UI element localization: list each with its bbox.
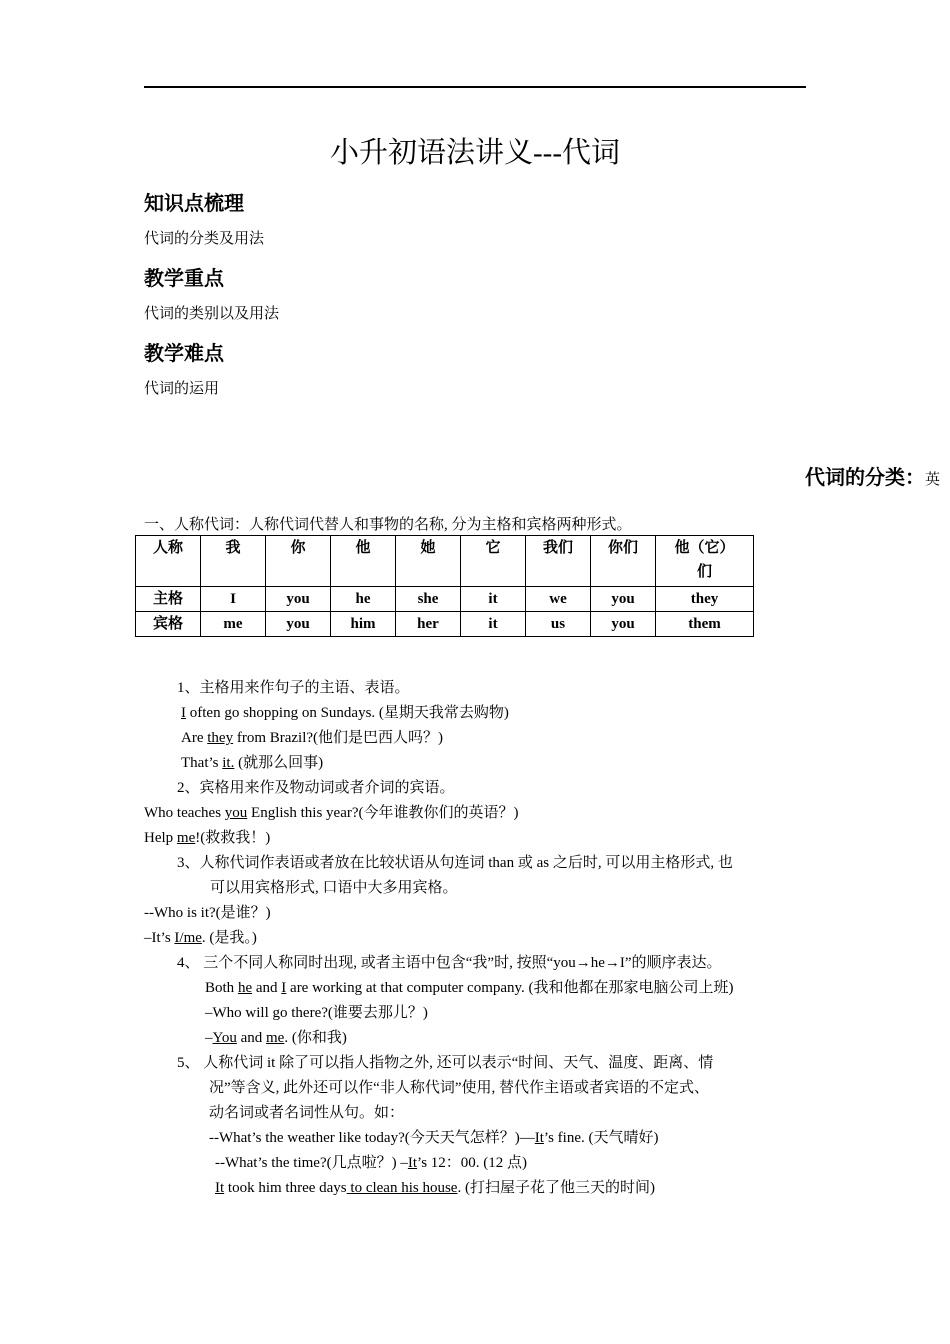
personal-pronoun-intro: 一、人称代词：人称代词代替人和事物的名称, 分为主格和宾格两种形式。: [144, 517, 632, 533]
table-row-accusative: [136, 612, 754, 637]
rule-2: 2、宾格用来作及物动词或者介词的宾语。: [177, 780, 455, 796]
section-body-difficulty: 代词的运用: [144, 381, 220, 397]
table-cell: you: [266, 587, 331, 612]
example-line: –You and me. (你和我): [205, 1030, 347, 1046]
section-heading-difficulty: 教学难点: [144, 341, 224, 365]
table-cell: 我: [201, 536, 266, 587]
table-cell: 它: [461, 536, 526, 587]
example-line: –It’s I/me. (是我。): [144, 930, 257, 946]
example-line: That’s it. (就那么回事): [181, 755, 324, 771]
table-cell: us: [526, 612, 591, 637]
rule-4: 4、 三个不同人称同时出现, 或者主语中包含“我”时, 按照“you→he→I”的顺序表达。: [177, 955, 722, 971]
table-cell: he: [331, 587, 396, 612]
table-cell: she: [396, 587, 461, 612]
table-cell: 人称: [136, 536, 201, 587]
classification-heading: 代词的分类：英: [805, 465, 941, 489]
example-line: --Who is it?(是谁？): [144, 905, 271, 921]
example-line: –Who will go there?(谁要去那儿？): [205, 1005, 428, 1021]
table-row-label: 宾格: [136, 612, 201, 637]
section-body-knowledge: 代词的分类及用法: [144, 231, 265, 247]
rule-5-line-1: 5、 人称代词 it 除了可以指人指物之外, 还可以表示“时间、天气、温度、距离、情: [177, 1055, 714, 1071]
table-cell: 你们: [591, 536, 656, 587]
rule-3-line-1: 3、人称代词作表语或者放在比较状语从句连词 than 或 as 之后时, 可以用主格形式, 也: [177, 855, 733, 871]
example-line: Both he and I are working at that computer company. (我和他都在那家电脑公司上班): [205, 980, 734, 996]
example-line: Help me!(救救我！): [144, 830, 271, 846]
table-cell: you: [591, 612, 656, 637]
table-cell: 他: [331, 536, 396, 587]
table-cell: it: [461, 612, 526, 637]
table-cell: 她: [396, 536, 461, 587]
rule-3-line-2: 可以用宾格形式, 口语中大多用宾格。: [210, 880, 458, 896]
table-cell: her: [396, 612, 461, 637]
table-cell: them: [656, 612, 754, 637]
table-cell: 他（它）们: [656, 536, 754, 587]
example-line: It took him three days to clean his house. (打扫屋子花了他三天的时间): [215, 1180, 655, 1196]
example-line: I often go shopping on Sundays. (星期天我常去购物): [181, 705, 509, 721]
table-cell: we: [526, 587, 591, 612]
table-cell: 你: [266, 536, 331, 587]
table-cell: I: [201, 587, 266, 612]
table-header-row: [136, 536, 754, 587]
pronoun-table: [135, 535, 754, 637]
rule-5-line-2: 况”等含义, 此外还可以作“非人称代词”使用, 替代作主语或者宾语的不定式、: [209, 1080, 709, 1096]
table-row-nominative: [136, 587, 754, 612]
table-cell: me: [201, 612, 266, 637]
page-title: 小升初语法讲义---代词: [330, 137, 620, 169]
example-line: --What’s the weather like today?(今天天气怎样？)—It’s fine. (天气晴好): [209, 1130, 659, 1146]
header-rule: [144, 86, 806, 88]
section-body-focus: 代词的类别以及用法: [144, 306, 280, 322]
example-line: Who teaches you English this year?(今年谁教你们的英语？): [144, 805, 519, 821]
table-row-label: 主格: [136, 587, 201, 612]
example-line: Are they from Brazil?(他们是巴西人吗？): [181, 730, 444, 746]
rule-5-line-3: 动名词或者名词性从句。如：: [209, 1105, 405, 1121]
table-cell: it: [461, 587, 526, 612]
section-heading-focus: 教学重点: [144, 266, 224, 290]
table-cell: 我们: [526, 536, 591, 587]
table-cell: you: [591, 587, 656, 612]
rule-1: 1、主格用来作句子的主语、表语。: [177, 680, 410, 696]
section-heading-knowledge: 知识点梳理: [144, 191, 244, 215]
table-cell: they: [656, 587, 754, 612]
table-cell: you: [266, 612, 331, 637]
table-cell: him: [331, 612, 396, 637]
example-line: --What’s the time?(几点啦？) –It’s 12：00. (12 点): [215, 1155, 528, 1171]
